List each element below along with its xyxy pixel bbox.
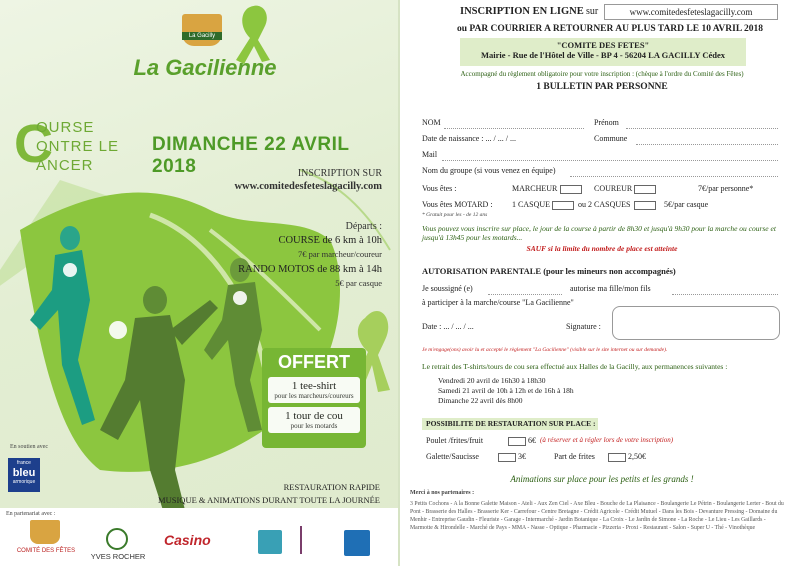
poulet-price: 6€ [528, 436, 536, 445]
sponsor-comite: COMITÉ DES FÊTES [16, 548, 76, 554]
crest-label: La Gacilly [182, 32, 222, 40]
offert-item2: 1 tour de cou [285, 410, 343, 422]
address-box [460, 38, 746, 66]
note-gratuit: * Gratuit pour les - de 12 ans [422, 212, 488, 218]
groupe-field[interactable] [570, 176, 778, 177]
sponsor-dance-logo [300, 526, 322, 554]
france-bleu-logo [8, 458, 40, 492]
bulletin-title: 1 BULLETIN PAR PERSONNE [536, 82, 668, 92]
course-price: 7€ par marcheur/coureur [297, 249, 382, 259]
reglement-note: Accompagné du règlement obligatoire pour votre inscription : (chèque à l'ordre du Comité des Fêtes) [460, 70, 744, 78]
sur-place-note: Vous pouvez vous inscrire sur place, le jour de la course à partir de 8h30 et jusqu'à 9h30 pour la marche ou course et jusqu'à 13h45 pour les motards... [422, 224, 776, 242]
course-big-letter: C [14, 114, 53, 174]
autorise-label: autorise ma fille/mon fils [570, 284, 651, 293]
event-date: DIMANCHE 22 AVRIL 2018 [152, 134, 350, 177]
offert-item1: 1 tee-shirt [291, 380, 337, 392]
restauration-header [422, 418, 598, 430]
poster-panel [0, 0, 398, 566]
marcheur-checkbox[interactable] [560, 185, 582, 194]
musique-animations: MUSIQUE & ANIMATIONS DURANT TOUTE LA JOURNÉE [158, 495, 380, 505]
restauration-title: POSSIBILITE DE RESTAURATION SUR PLACE : [426, 419, 596, 428]
animations-note: Animations sur place pour les petits et les grands ! [510, 474, 694, 484]
sponsor-yves-rocher: YVES ROCHER [90, 552, 146, 561]
sponsor-sport-logo [258, 530, 282, 554]
offert-title: OFFERT [278, 352, 350, 372]
inscription-url-box[interactable]: www.comitedesfeteslagacilly.com [604, 4, 778, 20]
prenom-field[interactable] [626, 128, 778, 129]
poulet-note: (à réserver et à régler lors de votre inscription) [540, 436, 674, 444]
enfant-field[interactable] [672, 294, 778, 295]
un-casque-label: 1 CASQUE [512, 200, 551, 209]
un-casque-checkbox[interactable] [552, 201, 574, 210]
course-title-line2: ONTRE LE [36, 138, 120, 155]
offert-item2-sub: pour les motards [290, 422, 338, 430]
frites-label: Part de frites [554, 452, 595, 461]
galette-price: 3€ [518, 452, 526, 461]
signature-label: Signature : [566, 322, 601, 331]
departs-label: Départs : [345, 221, 382, 232]
radio-main: bleu [12, 467, 36, 479]
nom-field[interactable] [444, 128, 584, 129]
date-signature[interactable]: Date : ... / ... / ... [422, 322, 474, 331]
sponsors-strip [0, 508, 398, 566]
course-title [36, 118, 119, 175]
coureur-checkbox[interactable] [634, 185, 656, 194]
galette-qty-box[interactable] [498, 453, 516, 462]
sur-label: sur [586, 6, 599, 17]
rando-price: 5€ par casque [335, 278, 382, 288]
poulet-label: Poulet /frites/fruit [426, 436, 484, 445]
rando-departure: RANDO MOTOS de 88 km à 14h [238, 264, 382, 275]
partenaires-label: Merci à nos partenaires : [410, 490, 475, 496]
prix-casque: 5€/par casque [664, 200, 709, 209]
mail-field[interactable] [442, 160, 778, 161]
brand-title: La Gacilienne [133, 55, 277, 80]
deux-casques-label: ou 2 CASQUES [578, 200, 631, 209]
permanence-3: Dimanche 22 avril dès 8h00 [438, 396, 523, 405]
prenom-label: Prénom [594, 118, 619, 127]
marcheur-label: MARCHEUR [512, 184, 558, 193]
coureur-label: COUREUR [594, 184, 633, 193]
autorisation-title: AUTORISATION PARENTALE (pour les mineurs non accompagnés) [422, 266, 676, 276]
comite-logo [30, 520, 60, 544]
registration-form [400, 0, 800, 566]
motard-label: Vous êtes MOTARD : [422, 200, 493, 209]
deux-casques-checkbox[interactable] [634, 201, 656, 210]
frites-qty-box[interactable] [608, 453, 626, 462]
inscription-label: INSCRIPTION SUR [297, 168, 382, 179]
radio-top: france [17, 460, 31, 466]
prix-personne: 7€/par personne* [698, 184, 754, 193]
soutien-label: En soutien avec [10, 444, 48, 450]
course-departure: COURSE de 6 km à 10h [278, 235, 382, 246]
engagement-note: Je m'engage(ons) avoir lu et accepté le règlement "La Gacilienne" (visible sur le site internet ou sur demande). [422, 347, 668, 353]
course-title-line3: ANCER [36, 157, 94, 174]
mail-label: Mail [422, 150, 438, 159]
inscription-url[interactable]: www.comitedesfeteslagacilly.com [234, 181, 382, 192]
commune-label: Commune [594, 134, 628, 143]
sauf-note: SAUF si la limite du nombre de place est atteinte [526, 244, 678, 253]
signature-box[interactable] [612, 306, 780, 340]
permanence-2: Samedi 21 avril de 10h à 12h et de 16h à 18h [438, 386, 574, 395]
galette-label: Galette/Saucisse [426, 452, 479, 461]
nom-label: NOM [422, 118, 441, 127]
offert-item1-sub: pour les marcheurs/coureurs [274, 392, 354, 400]
soussigne-field[interactable] [488, 294, 562, 295]
retrait-note: Le retrait des T-shirts/tours de cou sera effectué aux Halles de la Gacilly, aux permanences suivantes : [422, 362, 728, 371]
yves-rocher-icon [106, 528, 128, 550]
inscription-en-ligne: INSCRIPTION EN LIGNE [460, 6, 584, 17]
soussigne-label: Je soussigné (e) [422, 284, 473, 293]
comite-name: "COMITE DES FETES" [556, 40, 650, 50]
commune-field[interactable] [636, 144, 778, 145]
groupe-label: Nom du groupe (si vous venez en équipe) [422, 166, 556, 175]
poulet-qty-box[interactable] [508, 437, 526, 446]
naissance-label[interactable]: Date de naissance : ... / ... / ... [422, 134, 516, 143]
partners-label: En partenariat avec : [6, 511, 56, 517]
courrier-deadline: ou PAR COURRIER A RETOURNER AU PLUS TARD LE 10 AVRIL 2018 [456, 24, 764, 34]
offert-box [262, 348, 366, 448]
sponsor-blue-logo [344, 530, 370, 556]
restauration-rapide: RESTAURATION RAPIDE [283, 482, 380, 492]
vous-etes-label: Vous êtes : [422, 184, 457, 193]
frites-price: 2,50€ [628, 452, 646, 461]
partenaires-list: 3 Petits Cochons - A la Bonne Galette Maison - Ateli - Aux Zen Ciel - Axe Bleu - Bouche de La Plaisance - Boulangerie Le Pétrin - Boulangerie Lerter - Bout du Pont - Brasserie des Halles - Brasserie Ker - Carrefour - Centre Bretagne - Crédit Agricole - Crédit Mutuel - Dans les Bois - Devanture Pressing - Domaine du Menhir - Entreprise Gaudin - Fleuriste - Garage - Intermarché - Jardin Botanique - La Croix - Le Jardin de Simone - La Roche - Le Lieu - Les Gaillards - Marmotte & Hirondelle - Marché de Pays - MMA - Nasse - Optique - Pharmacie - Pizzeria - Proxi - Restaurant - Salon - Super U - Thé - Vinothèque [410, 501, 784, 531]
course-title-line1: OURSE [36, 119, 95, 136]
sponsor-casino: Casino [164, 532, 211, 548]
comite-address: Mairie - Rue de l'Hôtel de Ville - BP 4 - 56204 LA GACILLY Cédex [481, 50, 725, 60]
crest-logo [182, 14, 222, 46]
participer-label: à participer à la marche/course "La Gacilienne" [422, 298, 574, 307]
permanence-1: Vendredi 20 avril de 16h30 à 18h30 [438, 376, 546, 385]
radio-sub: armorique [12, 479, 36, 485]
